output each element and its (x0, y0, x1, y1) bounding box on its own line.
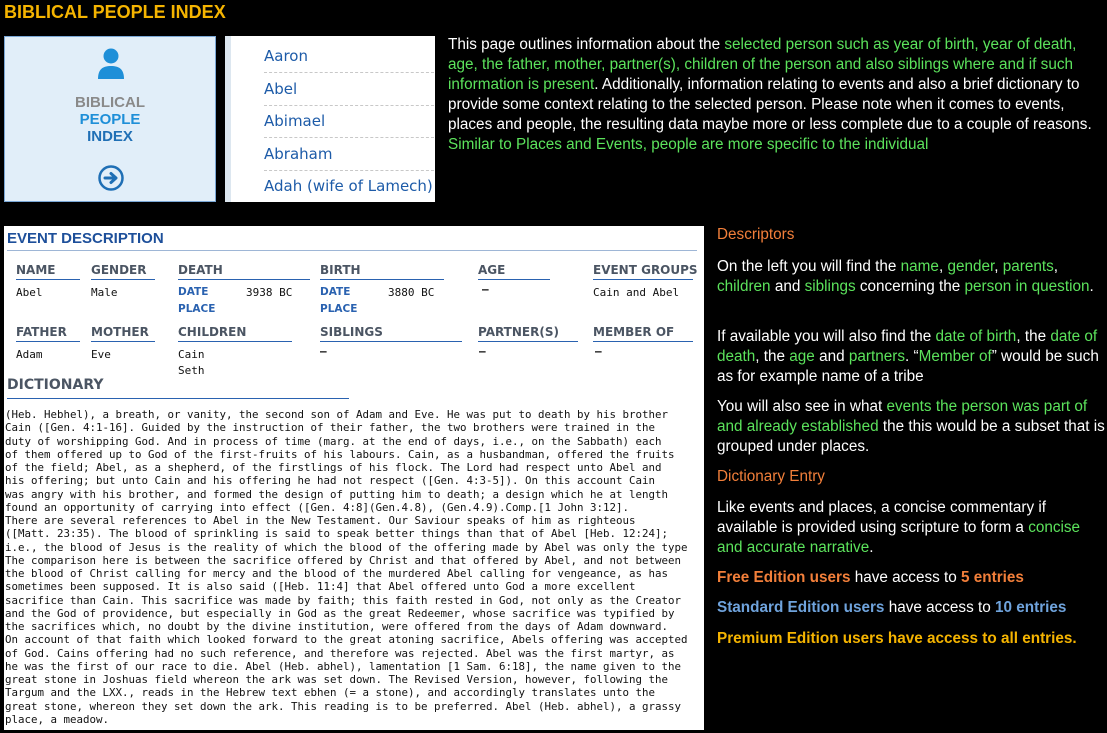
header-death: DEATH (178, 263, 223, 277)
text-part: , the (755, 348, 790, 365)
highlight: events the person was part of and already established (717, 398, 1088, 435)
value-mother[interactable]: Eve (91, 348, 111, 361)
value-child[interactable]: Seth (178, 364, 205, 377)
divider (7, 250, 697, 251)
value-birth-date: 3880 BC (388, 286, 435, 299)
text-part: . “ (904, 348, 919, 365)
card-title-line3: INDEX (87, 128, 133, 145)
descriptors-paragraph (717, 257, 1107, 297)
value-member-of: – (595, 345, 602, 358)
text-part: Like events and places, a concise commentary if available is provided using scripture to form a (717, 499, 1047, 536)
value-name: Abel (16, 286, 43, 299)
text-part: have access to (884, 599, 995, 616)
standard-edition-line (717, 598, 1107, 618)
header-birth: BIRTH (320, 263, 361, 277)
standard-edition-count: 10 entries (995, 599, 1067, 616)
people-index-card[interactable] (4, 36, 216, 202)
people-list-item[interactable]: Aaron (264, 40, 434, 73)
text-part: and (770, 278, 805, 295)
free-edition-label: Free Edition users (717, 569, 851, 586)
highlight: age (789, 348, 815, 365)
header-underline (478, 279, 550, 280)
highlight: name (900, 258, 939, 275)
highlight: partners (848, 348, 905, 365)
header-age: AGE (478, 263, 506, 277)
text-part: and (814, 348, 849, 365)
highlight: concise and accurate narrative (717, 519, 1081, 556)
header-underline (91, 341, 155, 342)
header-mother: MOTHER (91, 325, 149, 339)
header-siblings: SIBLINGS (320, 325, 383, 339)
value-death-date: 3938 BC (246, 286, 293, 299)
header-underline (320, 341, 462, 342)
text-part: have access to (850, 569, 962, 586)
descriptors-heading: Descriptors (717, 226, 795, 243)
text-part: On the left you will find the (717, 258, 901, 275)
value-partners: – (479, 345, 486, 358)
header-underline (16, 279, 80, 280)
header-underline (178, 341, 292, 342)
text-part: , (994, 258, 1003, 275)
dictionary-title: DICTIONARY (7, 377, 104, 393)
people-list-item[interactable]: Abimael (264, 105, 434, 138)
panel-title: EVENT DESCRIPTION (7, 230, 164, 247)
header-underline (478, 341, 578, 342)
people-list (225, 36, 435, 202)
header-underline (178, 279, 310, 280)
intro-text-part: . Additionally, information relating to events and also a brief dictionary to provide some context relating to the selected person. Please note when it comes to events, places and people, the resulting data maybe more or less complete due to a couple of reasons. (448, 76, 1092, 133)
header-member-of: MEMBER OF (593, 325, 675, 339)
arrow-right-circle-icon[interactable] (98, 165, 124, 191)
text-part: If available you will also find the (717, 328, 936, 345)
value-event-groups[interactable]: Cain and Abel (593, 286, 680, 299)
text-part: , (938, 258, 948, 275)
app-title: BIBLICAL PEOPLE INDEX (4, 2, 226, 22)
dictionary-underline (7, 398, 349, 399)
intro-text-part: This page outlines information about the (448, 36, 725, 53)
descriptors-paragraph (717, 327, 1107, 387)
header-children: CHILDREN (178, 325, 247, 339)
card-title-line2: PEOPLE (79, 111, 141, 128)
header-underline (320, 279, 444, 280)
highlight: children (717, 278, 771, 295)
text-part: You will also see in what (717, 398, 887, 415)
people-list-item[interactable]: Abraham (264, 138, 434, 171)
dictionary-entry-heading: Dictionary Entry (717, 468, 825, 485)
intro-text (448, 35, 1106, 155)
value-age: – (482, 283, 489, 296)
people-list-item[interactable]: Abel (264, 73, 434, 106)
header-name: NAME (16, 263, 56, 277)
birth-place-label: PLACE (320, 303, 358, 315)
highlight: siblings (804, 278, 856, 295)
intro-highlight: Similar to Places and Events, people are more specific to the individual (448, 136, 929, 153)
header-underline (593, 341, 693, 342)
text-part: . (1089, 278, 1094, 295)
text-part: . (869, 539, 874, 556)
card-title-line1: BIBLICAL (75, 94, 145, 111)
standard-edition-label: Standard Edition users (717, 599, 885, 616)
highlight: parents (1002, 258, 1054, 275)
header-father: FATHER (16, 325, 67, 339)
birth-date-label: DATE (320, 286, 351, 298)
person-icon (97, 47, 125, 81)
premium-edition-line: Premium Edition users have access to all entries. (717, 630, 1077, 647)
highlight: Member of (918, 348, 992, 365)
header-underline (16, 341, 80, 342)
header-gender: GENDER (91, 263, 147, 277)
text-part: concerning the (855, 278, 965, 295)
text-part: the this would be a subset that is grouped under places. (717, 418, 1105, 455)
intro-highlight: selected person such as year of birth, year of death, age, the father, mother, partner(s), children of the person and also siblings where and if such information is present (448, 36, 1077, 93)
text-part: , the (1016, 328, 1051, 345)
death-date-label: DATE (178, 286, 209, 298)
header-event-groups: EVENT GROUPS (593, 263, 698, 277)
dictionary-text: (Heb. Hebhel), a breath, or vanity, the second son of Adam and Eve. He was put to death by his brother Cain ([Gen. 4:1-16]. Guided by the instruction of their father, the two brothers were trained in the duty of worshipping God. And in process of time (marg. at the end of days, i.e., on the Sabbath) each of them offered up to God of the first-fruits of his labours. Cain, as a husbandman, offered the fruits of the field; Abel, as a shepherd, of the firstlings of his flock. The Lord had respect unto Abel and his offering; but unto Cain and his offering he had not respect ([Gen. 4:3-5]). On this account Cain was angry with his brother, and formed the design of putting him to death; a design which he at length found an opportunity of carrying into effect ([Gen. 4:8](Gen.4.8), (Gen.4.9).Comp.[1 John 3:12]. There are several references to Abel in the New Testament. Our Saviour speaks of him as righteous ([Matt. 23:35). The blood of sprinkling is said to speak better things than that of Abel [Heb. 12:24]; i.e., the blood of Jesus is the reality of which the blood of the offering made by Abel was only the type The comparison here is between the sacrifice offered by Christ and that offered by Abel, and not between the blood of Christ calling for mercy and the blood of the murdered Abel calling for vengeance, as has sometimes been supposed. It is also said ([Heb. 11:4] that Abel offered unto God a more excellent sacrifice than Cain. This sacrifice was made by faith; this faith rested in God, not only as the Creator and the God of providence, but especially in God as the great Redeemer, whose sacrifice was typified by the sacrifices which, no doubt by the divine institution, were offered from the days of Adam downward. On account of that faith which looked forward to the great atoning sacrifice, Abels offering was accepted of God. Cains offering had no such reference, and therefore was rejected. Abel was the first martyr, as he was the first of our race to die. Abel (Heb. abhel), lamentation [1 Sam. 6:18], the name given to the great stone in Joshuas field whereon the ark was set down. The Revised Version, however, following the Targum and the LXX., reads in the Hebrew text ebhen (= a stone), and accordingly translates unto the great stone, whereon they set down the ark. This reading is to be preferred. Abel (Heb. abhel), a grassy place, a meadow. (5, 408, 688, 726)
header-underline (91, 279, 155, 280)
value-gender: Male (91, 286, 118, 299)
highlight: date of birth (935, 328, 1017, 345)
event-description-panel (4, 226, 704, 730)
header-partners: PARTNER(S) (478, 325, 559, 339)
dictionary-paragraph (717, 498, 1107, 558)
value-father[interactable]: Adam (16, 348, 43, 361)
highlight: person in question (964, 278, 1090, 295)
descriptors-paragraph (717, 397, 1107, 457)
text-part: ” would be such as for example name of a tribe (717, 348, 1099, 385)
value-child[interactable]: Cain (178, 348, 205, 361)
free-edition-line (717, 568, 1107, 588)
death-place-label: PLACE (178, 303, 216, 315)
highlight: date of death (717, 328, 1098, 365)
value-siblings: – (320, 345, 327, 358)
header-underline (593, 279, 693, 280)
highlight: gender (947, 258, 995, 275)
free-edition-count: 5 entries (961, 569, 1024, 586)
people-list-item[interactable]: Adah (wife of Lamech) (264, 177, 433, 195)
text-part: , (1053, 258, 1059, 275)
